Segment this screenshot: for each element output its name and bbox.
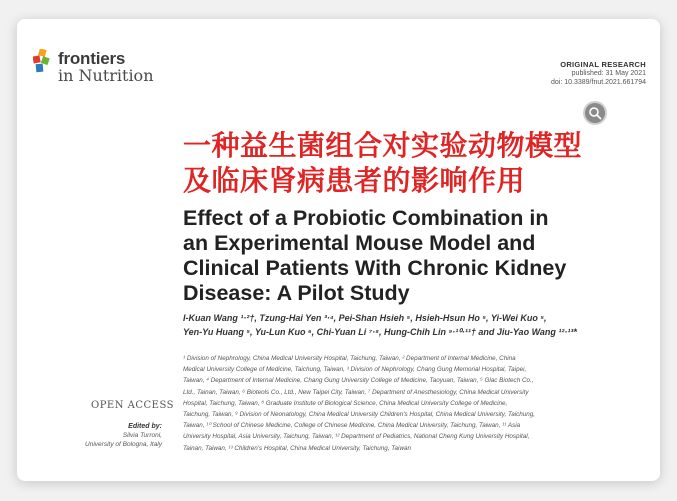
affiliation-line: Taiwan, ⁴ Department of Internal Medicine, Chang Gung University College of Medicine, Taoyuan, Taiwan, ⁵ Glac Biotech Co., [183,377,534,385]
editor-name[interactable]: Silvia Turroni, [122,432,162,439]
affiliations [183,353,638,454]
edited-by [85,422,162,449]
affiliation-line: Taiwan, ¹⁰ School of Chinese Medicine, College of Chinese Medicine, China Medical University, Taichung, Taiwan, ¹¹ Asia [183,422,521,430]
affiliation-line: Tainan, Taiwan, ¹³ Children's Hospital, China Medical University, Taichung, Taiwan [183,444,412,452]
chinese-title-line2: 及临床肾病患者的影响作用 [183,164,526,197]
doi[interactable]: doi: 10.3389/fnut.2021.661794 [551,79,646,86]
search-badge[interactable] [585,103,605,123]
affiliation-line: ¹ Division of Nephrology, China Medical University Hospital, Taichung, Taiwan, ² Department of Internal Medicine, China [183,355,516,362]
affiliation-line: Hospital, Taichung, Taiwan, ⁸ Graduate Institute of Biological Science, China Medical University College of Medicine, [183,399,508,407]
article-meta [551,60,646,87]
title-line: Clinical Patients With Chronic Kidney [183,256,567,280]
article-type: ORIGINAL RESEARCH [560,60,646,69]
journal-name-line1: frontiers [58,49,126,68]
author-line: I-Kuan Wang ¹·²†, Tzung-Hai Yen ³·⁴, Pei-Shan Hsieh ⁵, Hsieh-Hsun Ho ⁵, Yi-Wei Kuo ⁵, [183,313,547,323]
author-line: Yen-Yu Huang ⁵, Yu-Lun Kuo ⁶, Chi-Yuan Li ⁷·⁸, Hung-Chih Lin ⁹·¹⁰·¹¹† and Jiu-Yao Wang ¹²·¹³* [183,327,577,337]
title-line: Disease: A Pilot Study [183,281,410,305]
chinese-title-line1: 一种益生菌组合对实验动物模型 [183,129,583,162]
affiliation-line: Medical University College of Medicine, Taichung, Taiwan, ³ Division of Nephrology, Chang Gung Memorial Hospital, Taipei, [183,366,527,374]
author-list [183,311,643,339]
open-access-label: OPEN ACCESS [91,400,175,411]
edited-by-label: Edited by: [128,423,162,430]
affiliation-line: University Hospital, Asia University, Taichung, Taiwan, ¹² Department of Pediatrics, National Cheng Kung University Hospital, [183,433,530,441]
paper-page [17,19,660,481]
magnifier-icon [588,106,602,120]
editor-affiliation: University of Bologna, Italy [85,441,162,448]
affiliation-line: Taichung, Taiwan, ⁹ Division of Neonatology, China Medical University Children's Hospital, China Medical University, Taichung, [183,411,536,419]
journal-name-line2: in Nutrition [58,66,154,85]
article-title [183,206,643,306]
affiliation-line: Ltd., Tainan, Taiwan, ⁶ Bioteols Co., Ltd., New Taipei City, Taiwan, ⁷ Department of Anesthesiology, China Medical University [183,388,529,396]
title-line: Effect of a Probiotic Combination in [183,206,549,230]
title-line: an Experimental Mouse Model and [183,231,536,255]
frontiers-logo-icon [33,49,55,73]
published-date: published: 31 May 2021 [571,70,646,77]
